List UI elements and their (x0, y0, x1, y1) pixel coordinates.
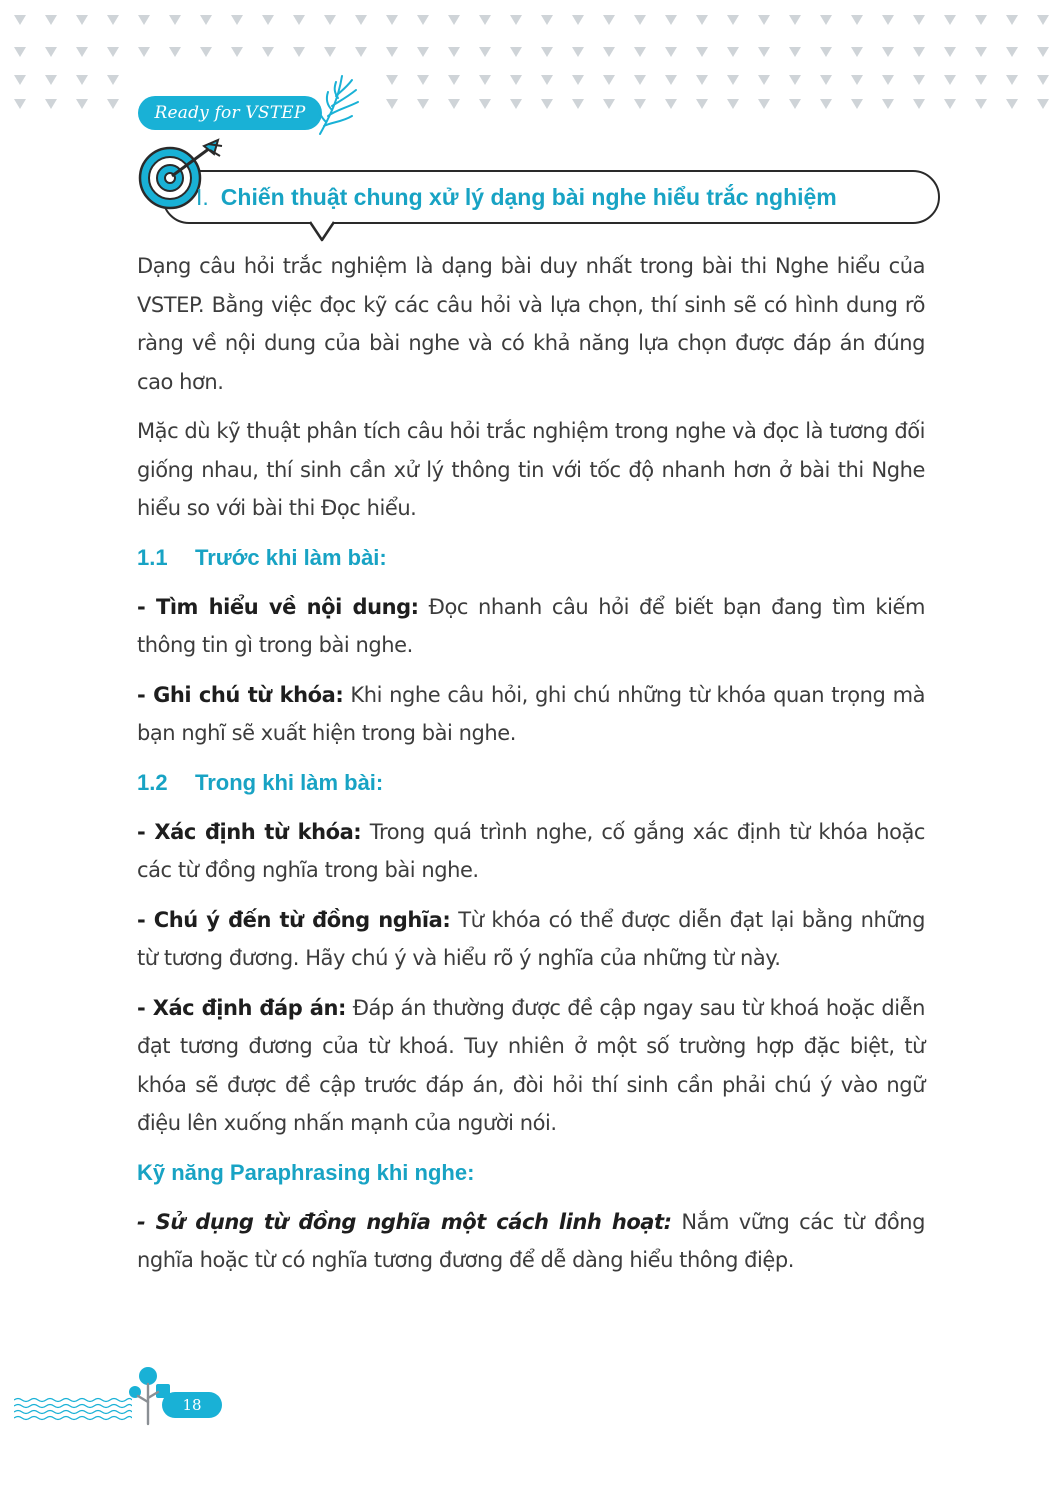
section-title (196, 180, 926, 214)
item-text: Từ khóa có thể được diễn đạt lại bằng những từ tương đương. Hãy chú ý và hiểu rõ ý nghĩa của những từ này. (137, 907, 925, 970)
triangle-mark (262, 47, 274, 57)
triangle-mark (169, 47, 181, 57)
triangle-mark (324, 47, 336, 57)
triangle-mark (200, 15, 212, 25)
triangle-mark (851, 75, 863, 85)
paragraph-technique: Mặc dù kỹ thuật phân tích câu hỏi trắc nghiệm trong nghe và đọc là tương đối giống nhau, thí sinh cần xử lý thông tin với tốc độ nhanh hơn ở bài thi Nghe hiểu so với bài thi Đọc hiểu. (137, 419, 925, 520)
triangle-mark (231, 47, 243, 57)
triangle-mark (45, 75, 57, 85)
triangle-mark (45, 99, 57, 109)
triangle-mark (541, 75, 553, 85)
triangle-mark (572, 15, 584, 25)
triangle-mark (479, 99, 491, 109)
triangle-mark (789, 47, 801, 57)
triangle-mark (882, 99, 894, 109)
subheading-1-2-number: 1.2 (137, 769, 168, 795)
subheading-1-1 (137, 539, 925, 577)
triangle-mark (1037, 15, 1049, 25)
triangle-mark (14, 75, 26, 85)
triangle-mark (169, 15, 181, 25)
triangle-mark (665, 47, 677, 57)
triangle-mark (944, 99, 956, 109)
triangle-mark (820, 75, 832, 85)
leaf-sprig-icon (312, 72, 366, 138)
triangle-mark (1037, 47, 1049, 57)
triangle-mark (634, 99, 646, 109)
triangle-mark (510, 15, 522, 25)
triangle-mark (975, 99, 987, 109)
section-title-number: I. (196, 184, 209, 210)
triangle-mark (1006, 15, 1018, 25)
triangle-mark (603, 15, 615, 25)
triangle-mark (758, 75, 770, 85)
triangle-mark (107, 75, 119, 85)
triangle-mark (851, 15, 863, 25)
triangle-mark (758, 99, 770, 109)
list-item (137, 588, 925, 665)
triangle-mark (696, 99, 708, 109)
triangle-mark (386, 15, 398, 25)
triangle-mark (913, 15, 925, 25)
list-item (137, 813, 925, 890)
triangle-mark (696, 15, 708, 25)
triangle-mark (479, 47, 491, 57)
triangle-mark (913, 47, 925, 57)
subheading-1-1-number: 1.1 (137, 544, 168, 570)
wave-lines-icon (14, 1396, 132, 1424)
triangle-mark (417, 75, 429, 85)
list-item (137, 989, 925, 1143)
triangle-mark (479, 75, 491, 85)
triangle-mark (417, 15, 429, 25)
triangle-mark (727, 99, 739, 109)
triangle-mark (510, 99, 522, 109)
triangle-mark (789, 99, 801, 109)
triangle-mark (541, 15, 553, 25)
item-text: Nắm vững các từ đồng nghĩa hoặc từ có nghĩa tương đương để dễ dàng hiểu thông điệp. (137, 1209, 925, 1272)
triangle-mark (634, 15, 646, 25)
triangle-mark (665, 15, 677, 25)
triangle-mark (107, 47, 119, 57)
triangle-mark (820, 15, 832, 25)
triangle-mark (262, 15, 274, 25)
subheading-paraphrasing: Kỹ năng Paraphrasing khi nghe: (137, 1159, 475, 1185)
triangle-mark (944, 47, 956, 57)
speech-tail (308, 220, 338, 244)
item-label: - Chú ý đến từ đồng nghĩa: (137, 907, 451, 932)
triangle-mark (975, 47, 987, 57)
triangle-mark (45, 47, 57, 57)
triangle-mark (913, 75, 925, 85)
list-item (137, 1203, 925, 1280)
item-label: - Tìm hiểu về nội dung: (137, 594, 419, 619)
triangle-mark (603, 99, 615, 109)
triangle-mark (634, 75, 646, 85)
triangle-mark (293, 15, 305, 25)
triangle-mark (541, 99, 553, 109)
triangle-mark (634, 47, 646, 57)
triangle-mark (417, 99, 429, 109)
triangle-mark (355, 15, 367, 25)
item-text: Trong quá trình nghe, cố gắng xác định từ khóa hoặc các từ đồng nghĩa trong bài nghe. (137, 819, 925, 882)
item-label: - Ghi chú từ khóa: (137, 682, 344, 707)
item-text: Đọc nhanh câu hỏi để biết bạn đang tìm kiếm thông tin gì trong bài nghe. (137, 594, 925, 657)
page-number: 18 (162, 1392, 222, 1418)
triangle-mark (820, 47, 832, 57)
triangle-mark (541, 47, 553, 57)
triangle-mark (200, 47, 212, 57)
triangle-mark (975, 75, 987, 85)
triangle-mark (1037, 99, 1049, 109)
triangle-mark (851, 99, 863, 109)
triangle-mark (727, 75, 739, 85)
triangle-mark (572, 75, 584, 85)
triangle-mark (665, 75, 677, 85)
triangle-mark (1006, 75, 1018, 85)
triangle-mark (696, 75, 708, 85)
triangle-mark (572, 99, 584, 109)
triangle-mark (14, 15, 26, 25)
triangle-mark (1006, 47, 1018, 57)
triangle-mark (603, 47, 615, 57)
triangle-mark (758, 47, 770, 57)
triangle-mark (727, 47, 739, 57)
triangle-mark (76, 75, 88, 85)
paragraph-intro: Dạng câu hỏi trắc nghiệm là dạng bài duy nhất trong bài thi Nghe hiểu của VSTEP. Bằng việc đọc kỹ các câu hỏi và lựa chọn, thí sinh sẽ có hình dung rõ ràng về nội dung của bài nghe và có khả năng lựa chọn được đáp án đúng cao hơn. (137, 254, 925, 394)
triangle-mark (107, 99, 119, 109)
triangle-mark (138, 15, 150, 25)
list-item (137, 901, 925, 978)
triangle-mark (1006, 99, 1018, 109)
triangle-mark (448, 15, 460, 25)
triangle-mark (138, 47, 150, 57)
triangle-mark (944, 75, 956, 85)
triangle-mark (448, 75, 460, 85)
subheading-1-1-text: Trước khi làm bài: (195, 544, 387, 570)
triangle-mark (820, 99, 832, 109)
triangle-mark (76, 15, 88, 25)
triangle-mark (448, 47, 460, 57)
triangle-mark (293, 47, 305, 57)
triangle-mark (14, 47, 26, 57)
triangle-mark (76, 99, 88, 109)
triangle-mark (417, 47, 429, 57)
triangle-mark (727, 15, 739, 25)
triangle-mark (386, 75, 398, 85)
triangle-mark (231, 15, 243, 25)
list-item (137, 676, 925, 753)
item-text: Đáp án thường được đề cập ngay sau từ khoá hoặc diễn đạt tương đương của từ khoá. Tuy nhiên ở một số trường hợp đặc biệt, từ khóa sẽ được đề cập trước đáp án, đòi hỏi thí sinh cần phải chú ý vào ngữ điệu lên xuống nhấn mạnh của người nói. (137, 995, 926, 1135)
triangle-mark (882, 15, 894, 25)
triangle-mark (789, 15, 801, 25)
triangle-mark (944, 15, 956, 25)
triangle-mark (975, 15, 987, 25)
item-text: Khi nghe câu hỏi, ghi chú những từ khóa quan trọng mà bạn nghĩ sẽ xuất hiện trong bài nghe. (137, 682, 925, 745)
triangle-mark (324, 15, 336, 25)
triangle-mark (913, 99, 925, 109)
triangle-mark (510, 47, 522, 57)
triangle-mark (1037, 75, 1049, 85)
triangle-mark (665, 99, 677, 109)
ready-for-vstep-tag: Ready for VSTEP (138, 96, 322, 130)
section-title-text: Chiến thuật chung xử lý dạng bài nghe hiểu trắc nghiệm (220, 184, 837, 210)
subheading-1-2-text: Trong khi làm bài: (195, 769, 384, 795)
triangle-mark (386, 99, 398, 109)
triangle-mark (355, 47, 367, 57)
triangle-mark (603, 75, 615, 85)
triangle-mark (758, 15, 770, 25)
item-label: - Sử dụng từ đồng nghĩa một cách linh hoạt: (137, 1209, 672, 1234)
triangle-mark (696, 47, 708, 57)
subheading-1-2 (137, 764, 925, 802)
triangle-mark (76, 47, 88, 57)
triangle-mark (789, 75, 801, 85)
triangle-mark (448, 99, 460, 109)
triangle-mark (14, 99, 26, 109)
triangle-mark (851, 47, 863, 57)
triangle-mark (572, 47, 584, 57)
triangle-mark (882, 75, 894, 85)
triangle-mark (45, 15, 57, 25)
triangle-mark (510, 75, 522, 85)
main-content (137, 247, 925, 1291)
triangle-mark (479, 15, 491, 25)
item-label: - Xác định đáp án: (137, 995, 346, 1020)
item-label: - Xác định từ khóa: (137, 819, 362, 844)
triangle-mark (882, 47, 894, 57)
triangle-mark (107, 15, 119, 25)
triangle-mark (386, 47, 398, 57)
